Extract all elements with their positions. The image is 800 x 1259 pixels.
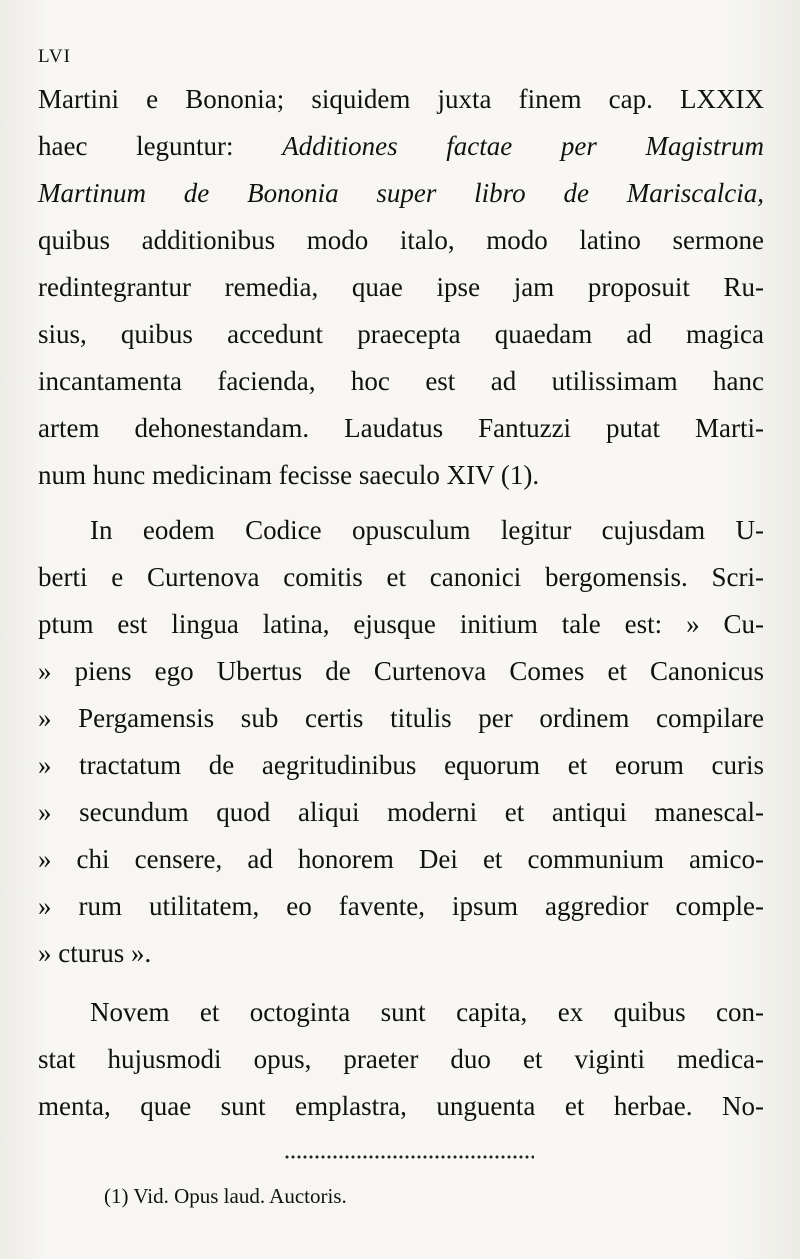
text-line: » secundum quod aliqui moderni et antiqui manescal- bbox=[38, 797, 764, 827]
body-text bbox=[38, 76, 764, 1130]
text-line: » cturus ». bbox=[38, 938, 152, 968]
text-line: » Pergamensis sub certis titulis per ordinem compilare bbox=[38, 703, 764, 733]
text-line: num hunc medicinam fecisse saeculo XIV (1). bbox=[38, 460, 540, 490]
italic-text-span: Martinum de Bononia super libro de Mariscalcia, bbox=[38, 178, 764, 208]
text-line: stat hujusmodi opus, praeter duo et viginti medica- bbox=[38, 1044, 764, 1074]
paragraph-1 bbox=[38, 76, 764, 499]
text-line: » chi censere, ad honorem Dei et communium amico- bbox=[38, 844, 764, 874]
paragraph-3 bbox=[38, 989, 764, 1130]
italic-text-span: Additiones factae per Magistrum bbox=[282, 131, 765, 161]
paragraph-2 bbox=[38, 507, 764, 977]
text-line: ptum est lingua latina, ejusque initium tale est: » Cu- bbox=[38, 609, 764, 639]
text-line: sius, quibus accedunt praecepta quaedam ad magica bbox=[38, 319, 764, 349]
text-line bbox=[38, 170, 764, 217]
footnote: (1) Vid. Opus laud. Auctoris. bbox=[104, 1184, 347, 1208]
text-line: artem dehonestandam. Laudatus Fantuzzi putat Marti- bbox=[38, 413, 764, 443]
text-line: berti e Curtenova comitis et canonici bergomensis. Scri- bbox=[38, 562, 764, 592]
text-line: » tractatum de aegritudinibus equorum et eorum curis bbox=[38, 750, 764, 780]
paragraph-gap bbox=[38, 499, 764, 507]
text-line: In eodem Codice opusculum legitur cujusdam U- bbox=[90, 515, 764, 545]
text-line: menta, quae sunt emplastra, unguenta et herbae. No- bbox=[38, 1091, 764, 1121]
text-line: incantamenta facienda, hoc est ad utilissimam hanc bbox=[38, 366, 764, 396]
text-line: » rum utilitatem, eo favente, ipsum aggredior comple- bbox=[38, 891, 764, 921]
text-line: redintegrantur remedia, quae ipse jam proposuit Ru- bbox=[38, 272, 764, 302]
text-line: » piens ego Ubertus de Curtenova Comes et Canonicus bbox=[38, 656, 764, 686]
paragraph-gap bbox=[38, 977, 764, 989]
footnote-separator bbox=[284, 1153, 534, 1161]
text-line: Novem et octoginta sunt capita, ex quibus con- bbox=[90, 997, 764, 1027]
text-line bbox=[38, 123, 764, 170]
page-number: LVI bbox=[38, 46, 71, 67]
text-line: quibus additionibus modo italo, modo latino sermone bbox=[38, 225, 764, 255]
text-span: haec leguntur: bbox=[38, 131, 234, 161]
text-line: Martini e Bononia; siquidem juxta finem cap. LXXIX bbox=[38, 84, 764, 114]
